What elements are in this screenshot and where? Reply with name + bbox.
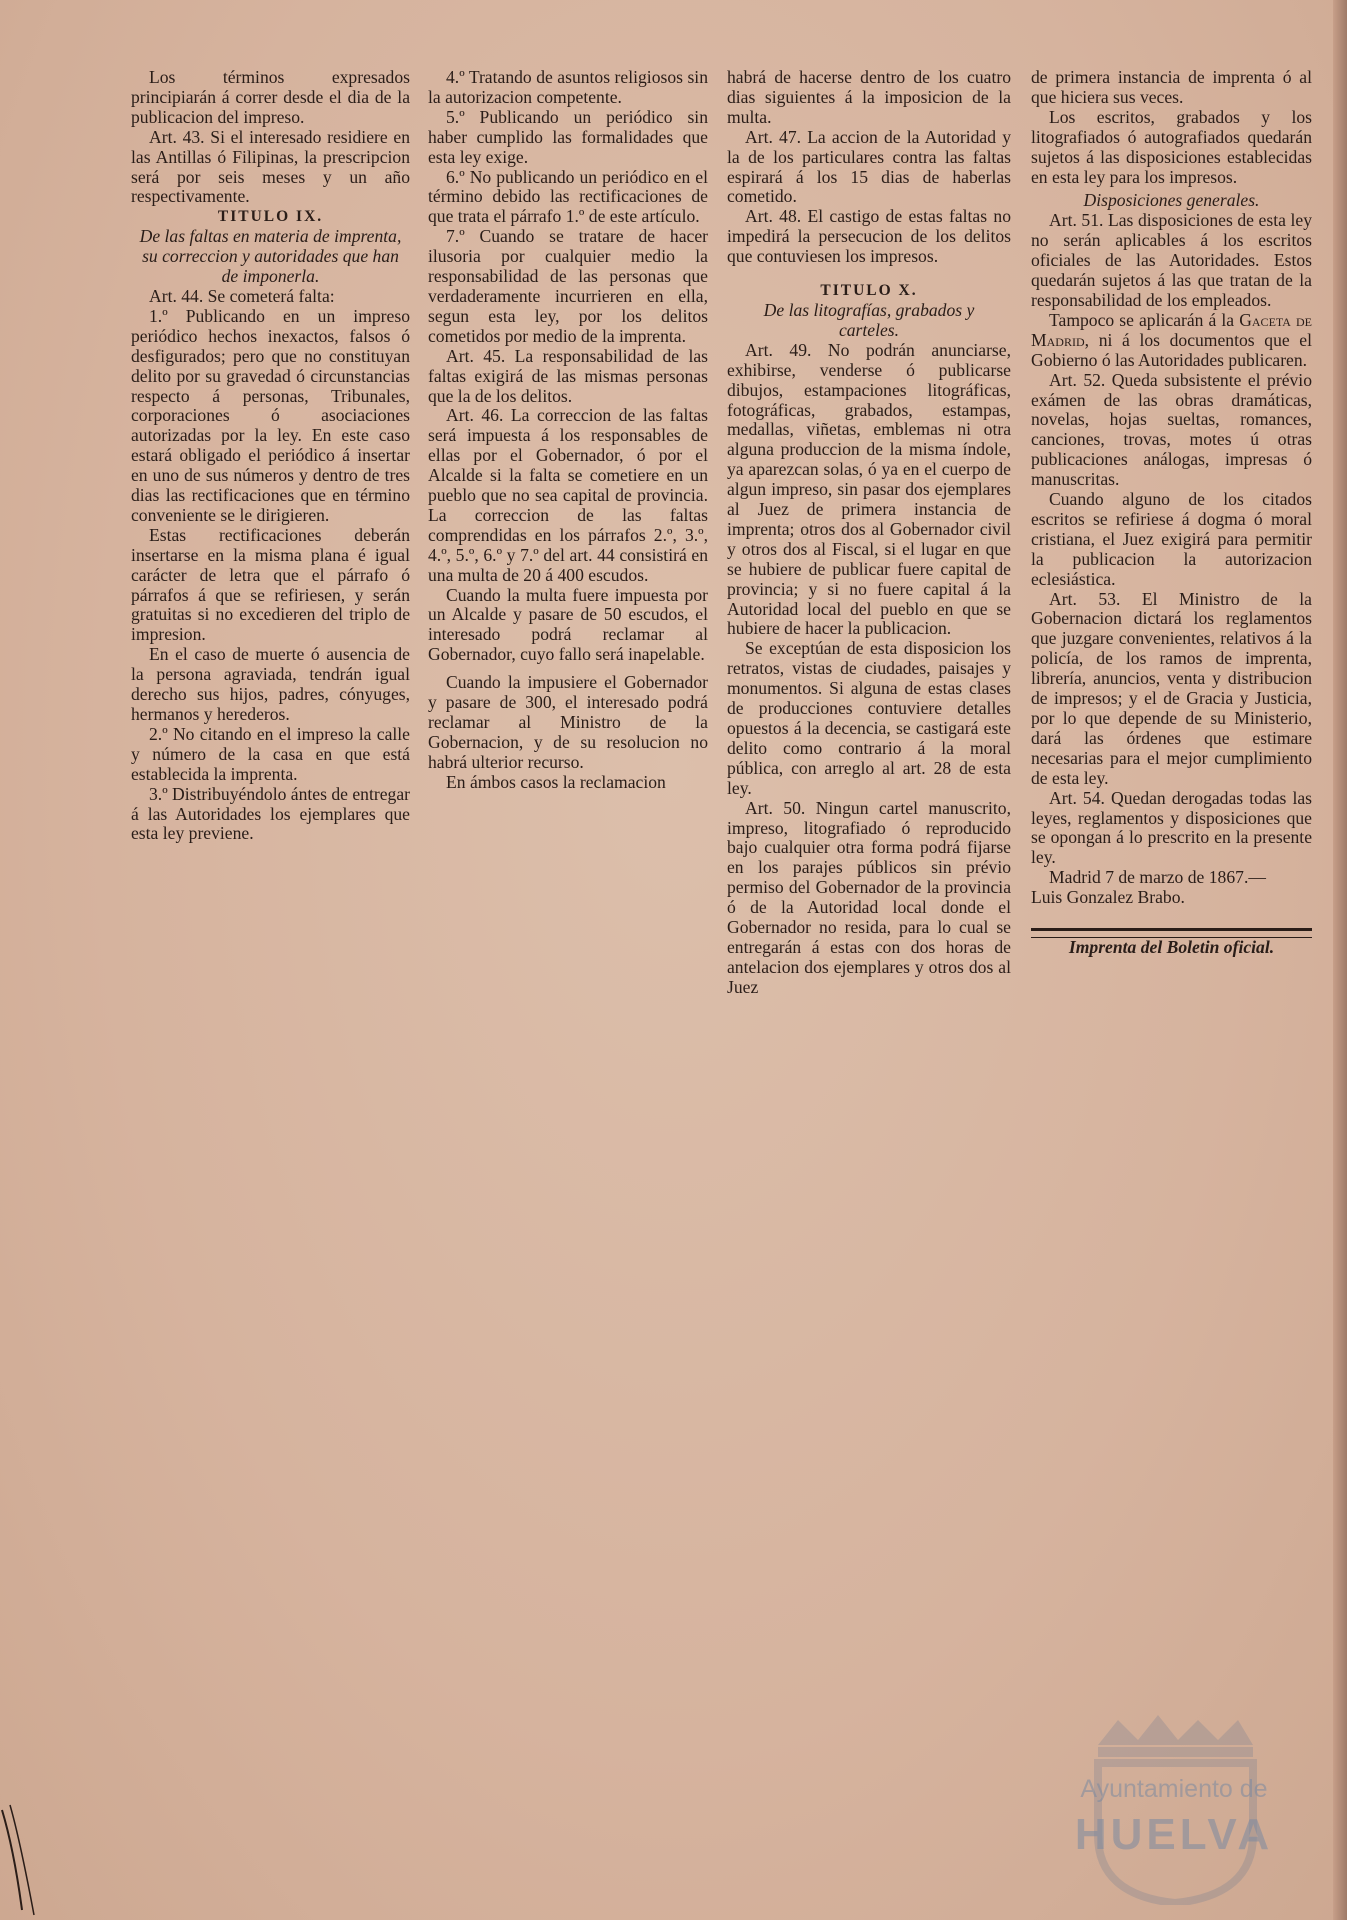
- paragraph: Los escritos, grabados y los litografiados ó autografiados quedarán sujetos á las disposiciones establecidas en esta ley para los impresos.: [1031, 106, 1312, 187]
- paragraph: 4.º Tratando de asuntos religiosos sin la autorizacion competente.: [428, 67, 708, 107]
- watermark-text: [1069, 1775, 1279, 1860]
- pen-stroke-mark: [0, 1800, 40, 1920]
- paragraph: Art. 43. Si el interesado residiere en las Antillas ó Filipinas, la prescripcion será por seis meses y un año respectivamente.: [131, 126, 410, 207]
- paragraph: Art. 53. El Ministro de la Gobernacion dictará los reglamentos que juzgare convenientes, relativos á la policía, de los ramos de imprenta, librería, anuncios, venta y distribucion de impresos; y el de Gracia y Justicia, por lo que depende de su Ministerio, dará las órdenes que estimare necesarias para el mejor cumplimiento de esta ley.: [1031, 588, 1312, 788]
- watermark-line-2: HUELVA: [1074, 1810, 1274, 1859]
- paragraph-gaceta: [1031, 311, 1312, 371]
- date-line: Madrid 7 de marzo de 1867.—: [1049, 867, 1266, 888]
- paragraph: Art. 52. Queda subsistente el prévio exámen de las obras dramáticas, novelas, hojas sueltas, romances, canciones, trovas, motes ú otras publicaciones análogas, impresas ó manuscritas.: [1031, 369, 1312, 490]
- paragraph: 5.º Publicando un periódico sin haber cumplido las formalidades que esta ley exige.: [428, 106, 708, 167]
- paragraph: En ámbos casos la reclamacion: [446, 771, 666, 792]
- paragraph: Art. 48. El castigo de estas faltas no impedirá la persecucion de los delitos que contuviesen los impresos.: [727, 206, 1011, 267]
- signature: Luis Gonzalez Brabo.: [1031, 887, 1185, 908]
- column-2: [428, 68, 708, 793]
- paragraph: 1.º Publicando en un impreso periódico hechos inexactos, falsos ó desfigurados; pero que no constituyan delito por su gravedad ó circunstancias respecto á personas, Tribunales, corporaciones ó asociaciones autorizadas por la ley. En este caso estará obligado el periódico á insertar en uno de sus números y dentro de tres dias las rectificaciones que en término conveniente se le dirigieren.: [131, 305, 410, 525]
- paragraph: En el caso de muerte ó ausencia de la persona agraviada, tendrán igual derecho sus hijos, padres, cónyuges, hermanos y herederos.: [131, 644, 410, 724]
- imprint-line: Imprenta del Boletin oficial.: [1068, 937, 1275, 958]
- paragraph: Cuando alguno de los citados escritos se refiriese á dogma ó moral cristiana, el Juez exigirá para permitir la publicacion la autorizacion eclesiástica.: [1031, 489, 1312, 589]
- section-subtitle-x: De las litografías, grabados y carteles.: [763, 299, 975, 340]
- column-1: [131, 68, 410, 844]
- column-4: [1031, 68, 1312, 958]
- paragraph: 6.º No publicando un periódico en el término debido las rectificaciones de que trata el párrafo 1.º de este artículo.: [428, 166, 708, 227]
- paragraph: Cuando la impusiere el Gobernador y pasare de 300, el interesado podrá reclamar al Ministro de la Gobernacion, y de su resolucion no habrá ulterior recurso.: [428, 672, 708, 772]
- gaceta-post: , ni á los documentos que el Gobierno ó las Autoridades publicaren.: [1031, 329, 1312, 370]
- paragraph: Art. 51. Las disposiciones de esta ley no serán aplicables á los escritos oficiales de las Autoridades. Estos quedarán sujetos á las que tratan de la responsabilidad de los empleados.: [1031, 210, 1312, 310]
- paragraph: Art. 54. Quedan derogadas todas las leyes, reglamentos y disposiciones que se opongan á lo prescrito en la presente ley.: [1031, 787, 1312, 868]
- paragraph: Art. 44. Se cometerá falta:: [149, 285, 335, 306]
- paragraph: Art. 47. La accion de la Autoridad y la de los particulares contra las faltas espirará á los 15 dias de haberlas cometido.: [727, 126, 1011, 207]
- paragraph: 2.º No citando en el impreso la calle y número de la casa en que está establecida la imprenta.: [131, 723, 410, 784]
- paragraph: Cuando la multa fuere impuesta por un Alcalde y pasare de 50 escudos, el interesado podrá reclamar al Gobernador, cuyo fallo será inapelable.: [428, 584, 708, 665]
- section-title-x: TITULO X.: [820, 282, 918, 300]
- paragraph: Art. 45. La responsabilidad de las faltas exigirá de las mismas personas que la de los delitos.: [428, 345, 708, 406]
- section-subtitle-ix: De las faltas en materia de imprenta, su correccion y autoridades que han de imponerla.: [139, 226, 402, 287]
- paragraph: habrá de hacerse dentro de los cuatro dias siguientes á la imposicion de la multa.: [727, 67, 1011, 127]
- section-subtitle-general: Disposiciones generales.: [1083, 190, 1260, 211]
- column-3: [727, 68, 1011, 998]
- watermark-line-1: Ayuntamiento de: [1080, 1775, 1268, 1803]
- paragraph: 7.º Cuando se tratare de hacer ilusoria por cualquier medio la responsabilidad de las personas que verdaderamente incurrieren en ella, segun esta ley, por los delitos cometidos por medio de la imprenta.: [428, 226, 708, 346]
- paragraph: de primera instancia de imprenta ó al que hiciera sus veces.: [1031, 67, 1312, 107]
- paragraph: Art. 46. La correccion de las faltas será impuesta á los responsables de ellas por el Gobernador, ó por el Alcalde si la falta se cometiere en un pueblo que no sea capital de provincia. La correccion de las faltas comprendidas en los párrafos 2.º, 3.º, 4.º, 5.º, 6.º y 7.º del art. 44 consistirá en una multa de 20 á 400 escudos.: [428, 405, 708, 585]
- gaceta-pre: Tampoco se aplicarán á la: [1049, 309, 1240, 330]
- section-title-ix: TITULO IX.: [217, 208, 324, 226]
- paragraph: Se exceptúan de esta disposicion los retratos, vistas de ciudades, paisajes y monumentos. Si alguna de estas clases de producciones contuviere detalles opuestos á la decencia, se castigará este delito como contrario á la moral pública, con arreglo al art. 28 de esta ley.: [727, 638, 1011, 798]
- paragraph: Los términos expresados principiarán á correr desde el dia de la publicacion del impreso.: [131, 67, 410, 127]
- paragraph: Estas rectificaciones deberán insertarse en la misma plana é igual carácter de letra que el párrafo ó párrafos á que se refiriesen, y serán gratuitas si no excedieren del triplo de impresion.: [131, 524, 410, 645]
- paragraph: 3.º Distribuyéndolo ántes de entregar á las Autoridades los ejemplares que esta ley previene.: [131, 783, 410, 844]
- paragraph: Art. 49. No podrán anunciarse, exhibirse, venderse ó publicarse dibujos, estampaciones litográficas, fotográficas, grabados, estampas, medallas, viñetas, emblemas ni otra alguna produccion de la misma índole, ya aparezcan solas, ó ya en el cuerpo de algun impreso, sin pasar dos ejemplares al Juez de primera instancia de imprenta; otros dos al Gobernador civil y otros dos al Fiscal, si el lugar en que se hubiere de publicar fuere capital de provincia; y si no fuere capital á la Autoridad local del pueblo en que se hubiere de hacer la publicacion.: [727, 339, 1011, 639]
- gaceta-name: Gaceta de Madrid: [1031, 309, 1312, 350]
- page-edge: [1333, 0, 1347, 1920]
- paragraph: Art. 50. Ningun cartel manuscrito, impreso, litografiado ó reproducido bajo cualquier otra forma podrá fijarse en los parajes públicos sin prévio permiso del Gobernador de la provincia ó de la Autoridad local donde el Gobernador no resida, para lo cual se entregarán á estas con dos horas de antelacion dos ejemplares y otros dos al Juez: [727, 797, 1011, 997]
